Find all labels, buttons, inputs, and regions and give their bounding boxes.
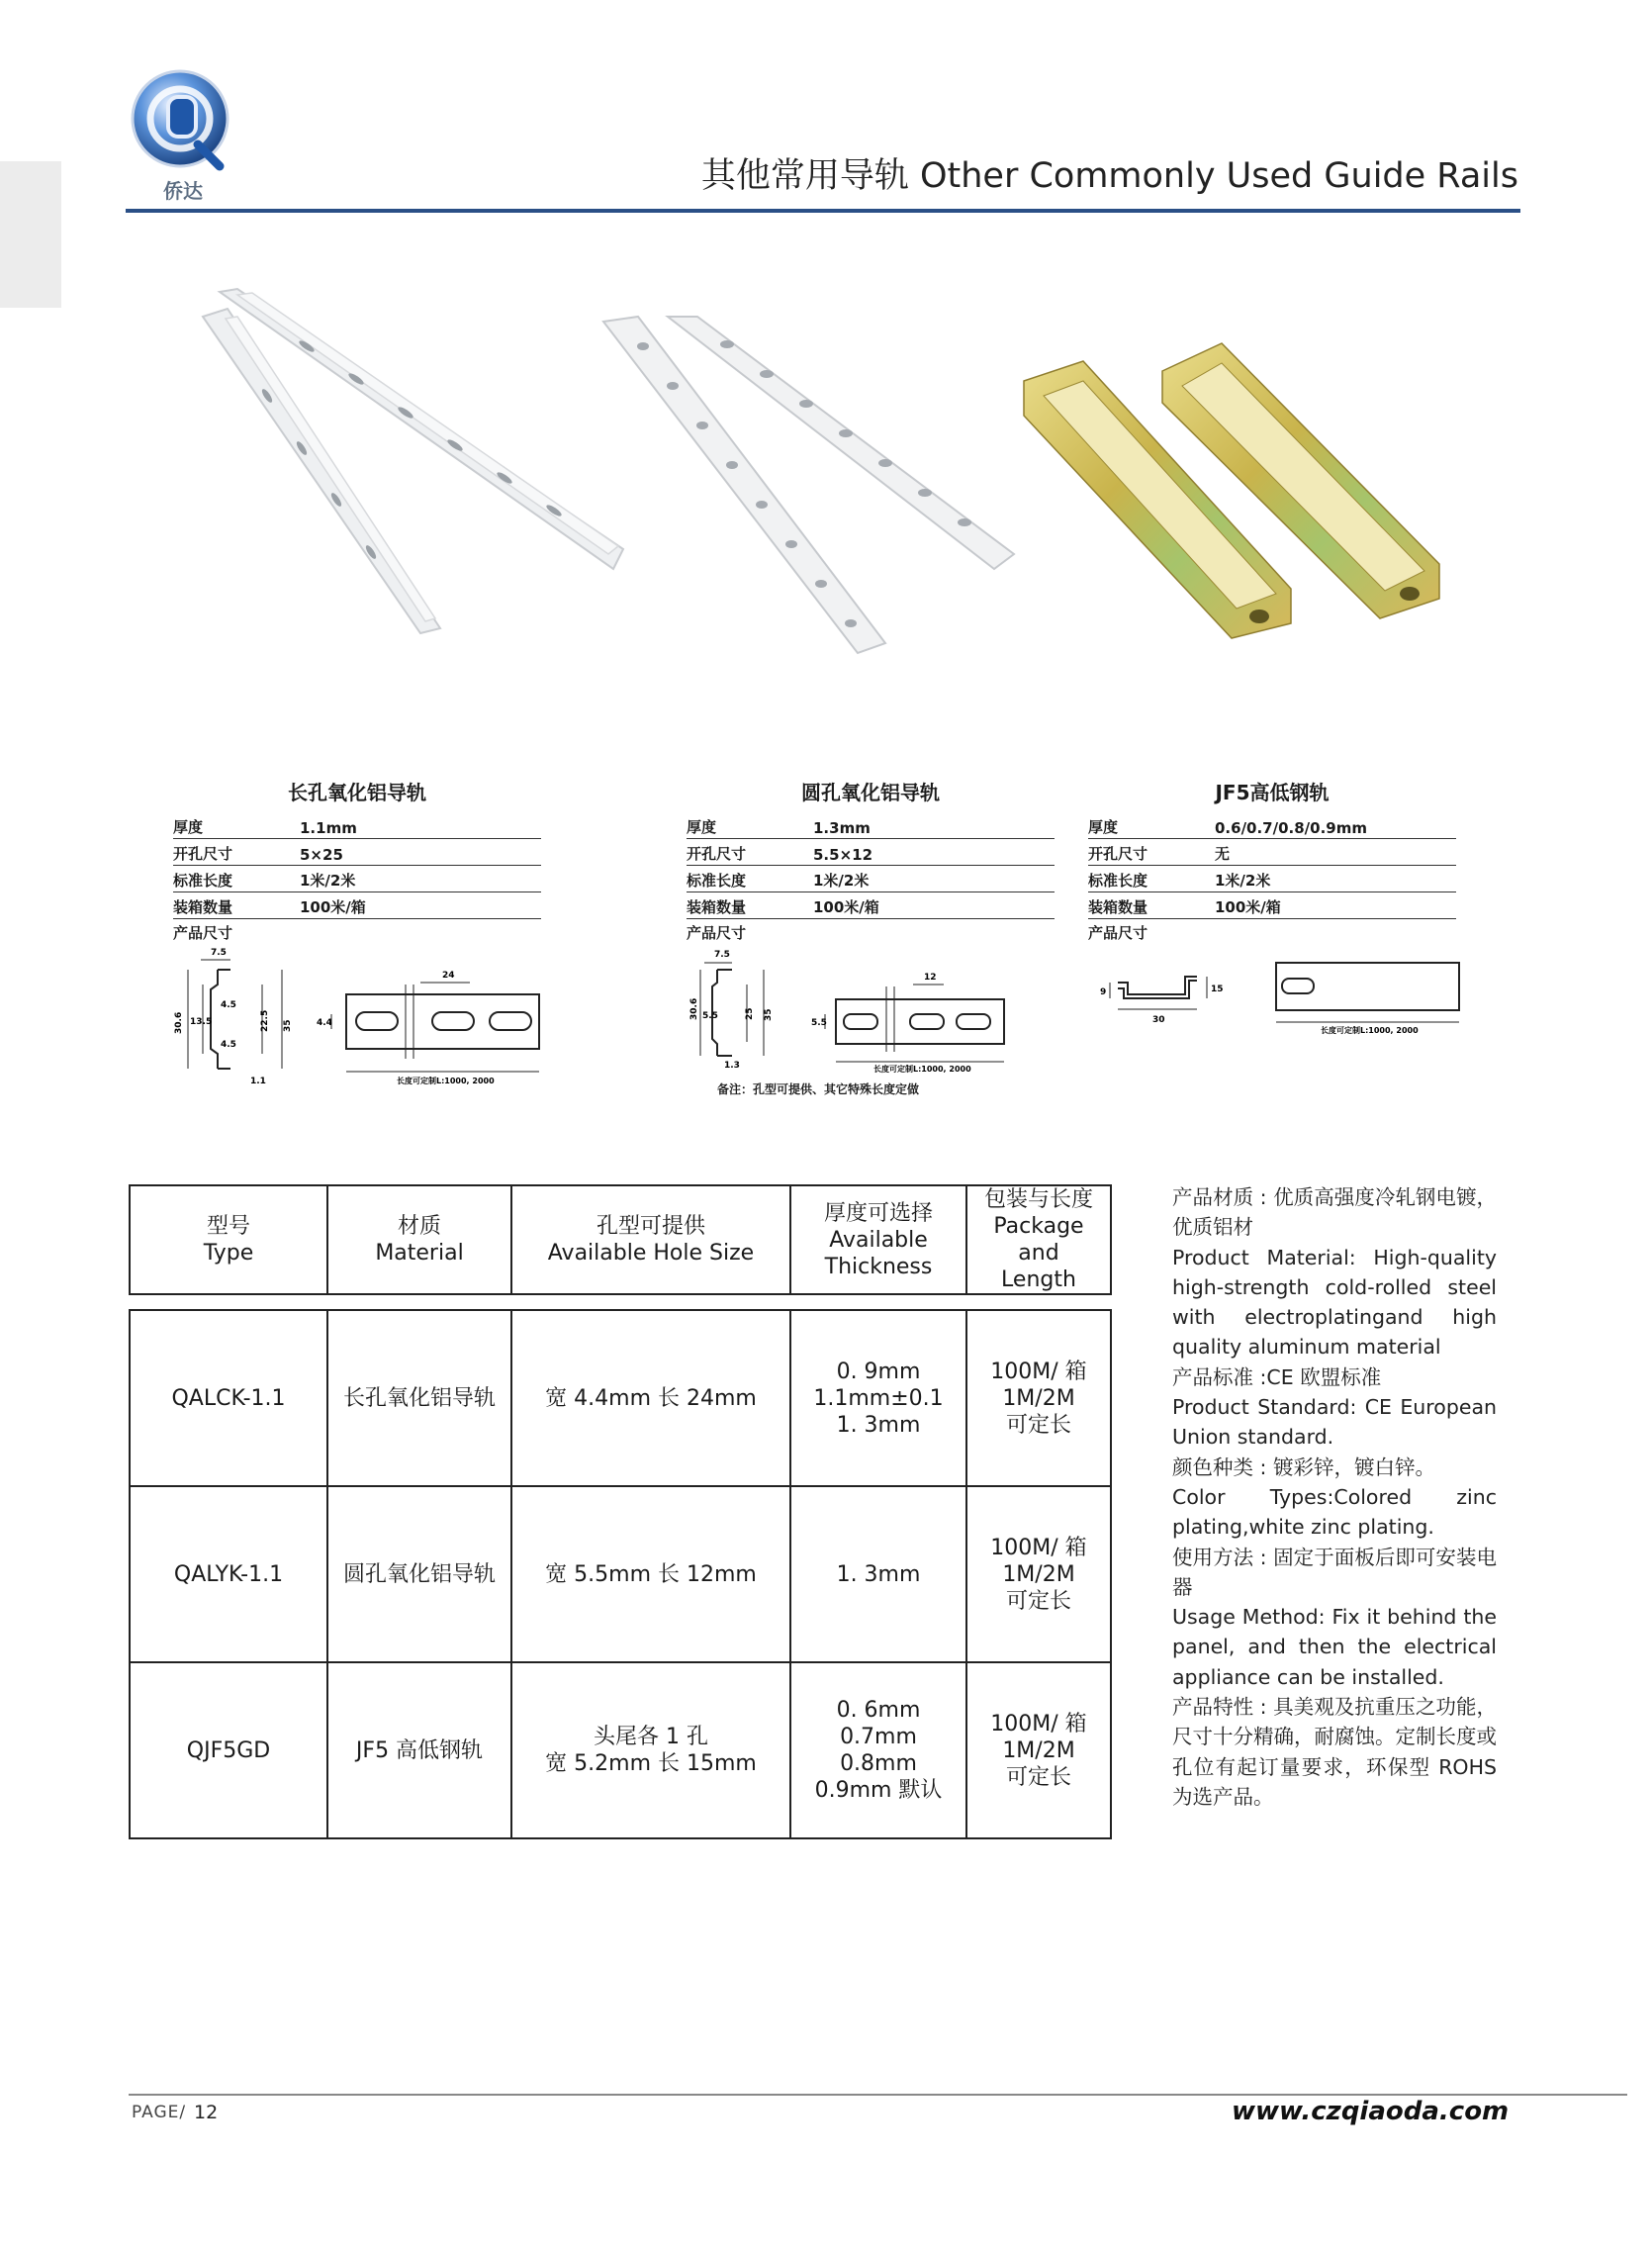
desc-material-cn: 产品材质 : 优质高强度冷轧钢电镀，优质铝材 <box>1172 1185 1497 1240</box>
cell-package: 100M/ 箱 1M/2M 可定长 <box>966 1310 1111 1486</box>
desc-color-cn: 颜色种类 : 镀彩锌，镀白锌。 <box>1172 1454 1435 1479</box>
spec-size-label: 产品尺寸 <box>687 924 747 942</box>
dim-label: 7.5 <box>714 950 730 960</box>
desc-usage-en: Usage Method: Fix it behind the panel, and then the electrical appliance can be installed. <box>1172 1605 1497 1689</box>
spec-row <box>173 866 541 892</box>
cell-package: 100M/ 箱 1M/2M 可定长 <box>966 1486 1111 1662</box>
spec-key: 厚度 <box>687 818 717 836</box>
spec-value: 1.3mm <box>813 819 871 837</box>
spec-row <box>687 812 1055 839</box>
spec-value: 1米/2米 <box>300 872 356 890</box>
cell-type: QALYK-1.1 <box>130 1486 327 1662</box>
dim-label: 7.5 <box>211 948 227 958</box>
dim-label: 30 <box>1152 1015 1165 1025</box>
footer-rule <box>129 2094 1627 2096</box>
spec-key: 标准长度 <box>687 872 747 890</box>
desc-standard-en: Product Standard: CE European Union standard. <box>1172 1395 1497 1450</box>
dim-label: 1.1 <box>250 1077 266 1086</box>
spec-key: 开孔尺寸 <box>173 845 233 863</box>
spec-value: 100米/箱 <box>1215 898 1281 916</box>
spec-row <box>1088 812 1456 839</box>
table-row <box>130 1486 1111 1662</box>
dim-label: 13.5 <box>190 1017 213 1027</box>
company-logo <box>129 67 237 206</box>
spec-row <box>173 812 541 839</box>
cell-material: JF5 高低钢轨 <box>327 1662 511 1838</box>
spec-key: 装箱数量 <box>687 898 747 916</box>
cell-package: 100M/ 箱 1M/2M 可定长 <box>966 1662 1111 1838</box>
spec-size-label: 产品尺寸 <box>1088 924 1148 942</box>
cell-type: QALCK-1.1 <box>130 1310 327 1486</box>
cell-hole-size: 宽 5.5mm 长 12mm <box>511 1486 790 1662</box>
cell-thickness: 1. 3mm <box>790 1486 966 1662</box>
header-thickness: 厚度可选择 Available Thickness <box>790 1185 966 1294</box>
spec-block-long-hole-rail <box>173 777 541 943</box>
desc-usage-cn: 使用方法 : 固定于面板后即可安装电器 <box>1172 1545 1497 1599</box>
spec-key: 装箱数量 <box>173 898 233 916</box>
dim-label: 4.5 <box>221 1040 236 1050</box>
cell-thickness: 0. 6mm 0.7mm 0.8mm 0.9mm 默认 <box>790 1662 966 1838</box>
desc-standard-cn: 产品标准 :CE 欧盟标准 <box>1172 1364 1382 1389</box>
spec-row <box>687 866 1055 892</box>
spec-value: 5×25 <box>300 846 343 864</box>
dim-label: 12 <box>924 973 937 983</box>
dim-label: 35 <box>764 1008 774 1021</box>
product-photo-long-hole-rail <box>198 287 633 633</box>
page-label: PAGE/ <box>132 2103 187 2122</box>
spec-size-label: 产品尺寸 <box>173 924 233 942</box>
spec-title: JF5高低钢轨 <box>1215 781 1330 804</box>
spec-block-jf5-rail <box>1088 777 1456 943</box>
table-gap <box>130 1294 1111 1310</box>
spec-value: 1米/2米 <box>813 872 870 890</box>
dim-label: 4.5 <box>221 1000 236 1010</box>
dim-label: 30.6 <box>689 997 699 1020</box>
page-number: 12 <box>194 2102 219 2123</box>
spec-key: 厚度 <box>173 818 204 836</box>
spec-key: 标准长度 <box>173 872 233 890</box>
spec-row <box>1088 866 1456 892</box>
length-note: 长度可定制L:1000, 2000 <box>873 1065 971 1074</box>
spec-title: 圆孔氧化铝导轨 <box>801 781 940 804</box>
length-note: 长度可定制L:1000, 2000 <box>1321 1026 1419 1035</box>
spec-value: 0.6/0.7/0.8/0.9mm <box>1215 819 1367 837</box>
product-note: 备注：孔型可提供、其它特殊长度定做 <box>717 1082 920 1096</box>
desc-color-en: Color Types:Colored zinc plating,white zinc plating. <box>1172 1484 1497 1540</box>
header-material: 材质 Material <box>327 1185 511 1294</box>
spec-key: 厚度 <box>1088 818 1119 836</box>
spec-row <box>173 892 541 919</box>
table-header-row <box>130 1185 1111 1294</box>
spec-value: 100米/箱 <box>300 898 366 916</box>
product-photo-jf5-steel-rail <box>1024 341 1459 648</box>
desc-features-cn: 产品特性 : 具美观及抗重压之功能，尺寸十分精确，耐腐蚀。定制长度或孔位有起订量要求，环保型 ROHS 为选产品。 <box>1172 1695 1497 1809</box>
header-hole-size: 孔型可提供 Available Hole Size <box>511 1185 790 1294</box>
spec-row <box>1088 839 1456 866</box>
spec-value: 无 <box>1215 845 1231 863</box>
dim-label: 15 <box>1211 985 1224 994</box>
spec-row <box>687 839 1055 866</box>
dim-label: 30.6 <box>174 1011 184 1034</box>
product-description <box>1172 1182 1497 1812</box>
product-table <box>129 1184 1112 1839</box>
spec-key: 开孔尺寸 <box>687 845 747 863</box>
dim-label: 9 <box>1100 987 1107 997</box>
side-tab <box>0 161 61 308</box>
cell-type: QJF5GD <box>130 1662 327 1838</box>
page-title: 其他常用导轨 Other Commonly Used Guide Rails <box>700 156 1518 196</box>
spec-key: 标准长度 <box>1088 872 1148 890</box>
table-row <box>130 1310 1111 1486</box>
spec-value: 1.1mm <box>300 819 357 837</box>
dim-label: 24 <box>442 971 455 981</box>
length-note: 长度可定制L:1000, 2000 <box>397 1077 495 1085</box>
spec-row <box>1088 892 1456 919</box>
header-package: 包装与长度 Package and Length <box>966 1185 1111 1294</box>
spec-row <box>173 839 541 866</box>
header-rule <box>126 209 1520 213</box>
spec-key: 装箱数量 <box>1088 898 1148 916</box>
drawing-round-hole-rail <box>689 945 1068 1074</box>
svg-text:侨达: 侨达 <box>163 179 203 203</box>
dim-label: 4.4 <box>317 1018 332 1028</box>
dim-label: 5.5 <box>811 1018 827 1028</box>
spec-value: 1米/2米 <box>1215 872 1271 890</box>
spec-value: 5.5×12 <box>813 846 873 864</box>
spec-value: 100米/箱 <box>813 898 879 916</box>
table-row <box>130 1662 1111 1838</box>
cell-thickness: 0. 9mm 1.1mm±0.1 1. 3mm <box>790 1310 966 1486</box>
cell-material: 圆孔氧化铝导轨 <box>327 1486 511 1662</box>
website-url[interactable]: www.czqiaoda.com <box>1232 2097 1510 2126</box>
spec-block-round-hole-rail <box>687 777 1055 943</box>
drawing-jf5-rail <box>1098 955 1474 1054</box>
header-type: 型号 Type <box>130 1185 327 1294</box>
dim-label: 1.3 <box>724 1061 740 1071</box>
product-photo-round-hole-rail <box>598 317 1034 653</box>
cell-material: 长孔氧化铝导轨 <box>327 1310 511 1486</box>
desc-material-en: Product Material: High-quality high-strength cold-rolled steel with electroplatingand high quality aluminum material <box>1172 1245 1497 1360</box>
dim-label: 5.5 <box>702 1011 718 1021</box>
dim-label: 22.5 <box>260 1009 270 1032</box>
cell-hole-size: 头尾各 1 孔 宽 5.2mm 长 15mm <box>511 1662 790 1838</box>
cell-hole-size: 宽 4.4mm 长 24mm <box>511 1310 790 1486</box>
drawing-long-hole-rail <box>173 945 549 1088</box>
dim-label: 25 <box>745 1007 755 1020</box>
spec-row <box>687 892 1055 919</box>
spec-key: 开孔尺寸 <box>1088 845 1148 863</box>
spec-title: 长孔氧化铝导轨 <box>288 781 426 804</box>
dim-label: 35 <box>283 1019 293 1032</box>
